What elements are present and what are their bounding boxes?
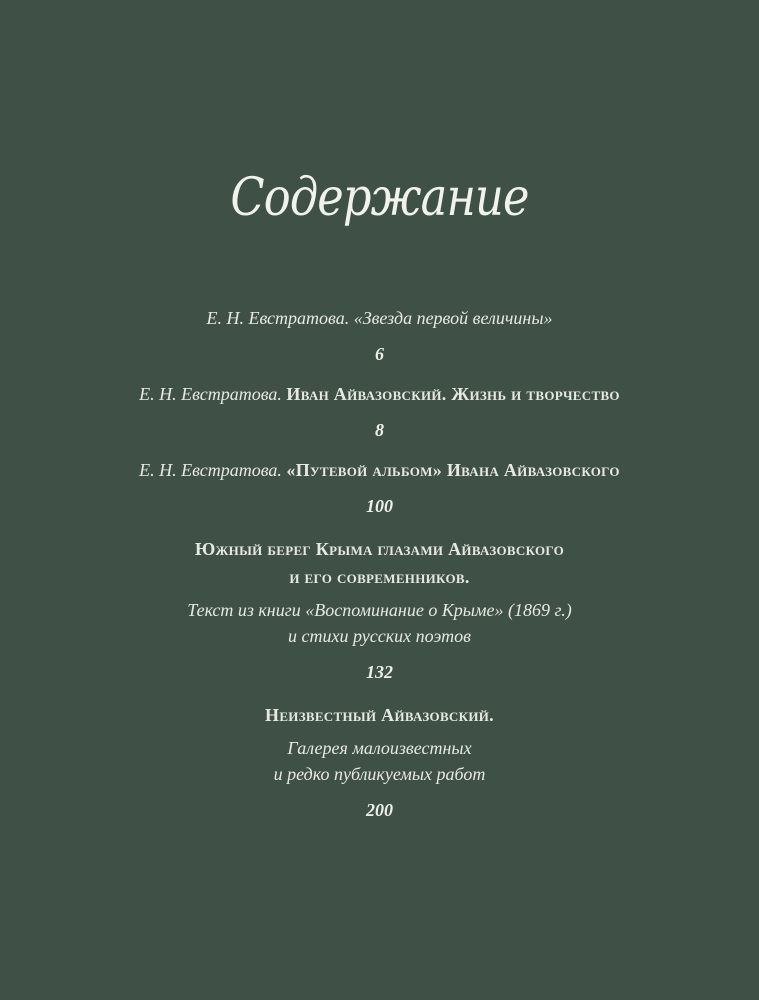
toc-entry-2[interactable] <box>0 382 759 406</box>
entry-title: «Звезда первой величины» <box>353 308 553 328</box>
entry-subtitle-line2: и стихи русских поэтов <box>288 626 471 646</box>
entry-author: Е. Н. Евстратова. <box>139 384 282 404</box>
entry-title: Иван Айвазовский. Жизнь и творчество <box>286 384 620 404</box>
entry-author: Е. Н. Евстратова. <box>206 308 350 328</box>
toc-entry-1[interactable] <box>0 306 759 330</box>
entry-subtitle-line2: и редко публикуемых работ <box>273 764 486 784</box>
entry-author: Е. Н. Евстратова. <box>139 460 282 480</box>
toc-entry-5-title[interactable]: Неизвестный Айвазовский. <box>265 705 494 725</box>
entry-title: «Путевой альбом» Ивана Айвазовского <box>286 460 620 480</box>
toc-entry-4-title-line1[interactable]: Южный берег Крыма глазами Айвазовского <box>194 539 565 559</box>
entry-subtitle-line1: Текст из книги «Воспоминание о Крыме» (1869 г.) <box>187 600 572 620</box>
page-number: 100 <box>366 496 393 516</box>
page-number: 200 <box>366 800 393 820</box>
page-title: Содержание <box>230 168 529 228</box>
page-number: 132 <box>366 662 393 682</box>
toc-entry-3[interactable] <box>0 458 759 482</box>
toc-entry-4-title-line2[interactable]: и его современников. <box>289 567 470 587</box>
entry-subtitle-line1: Галерея малоизвестных <box>287 738 472 758</box>
page-number: 8 <box>375 420 384 440</box>
page-number: 6 <box>375 344 384 364</box>
